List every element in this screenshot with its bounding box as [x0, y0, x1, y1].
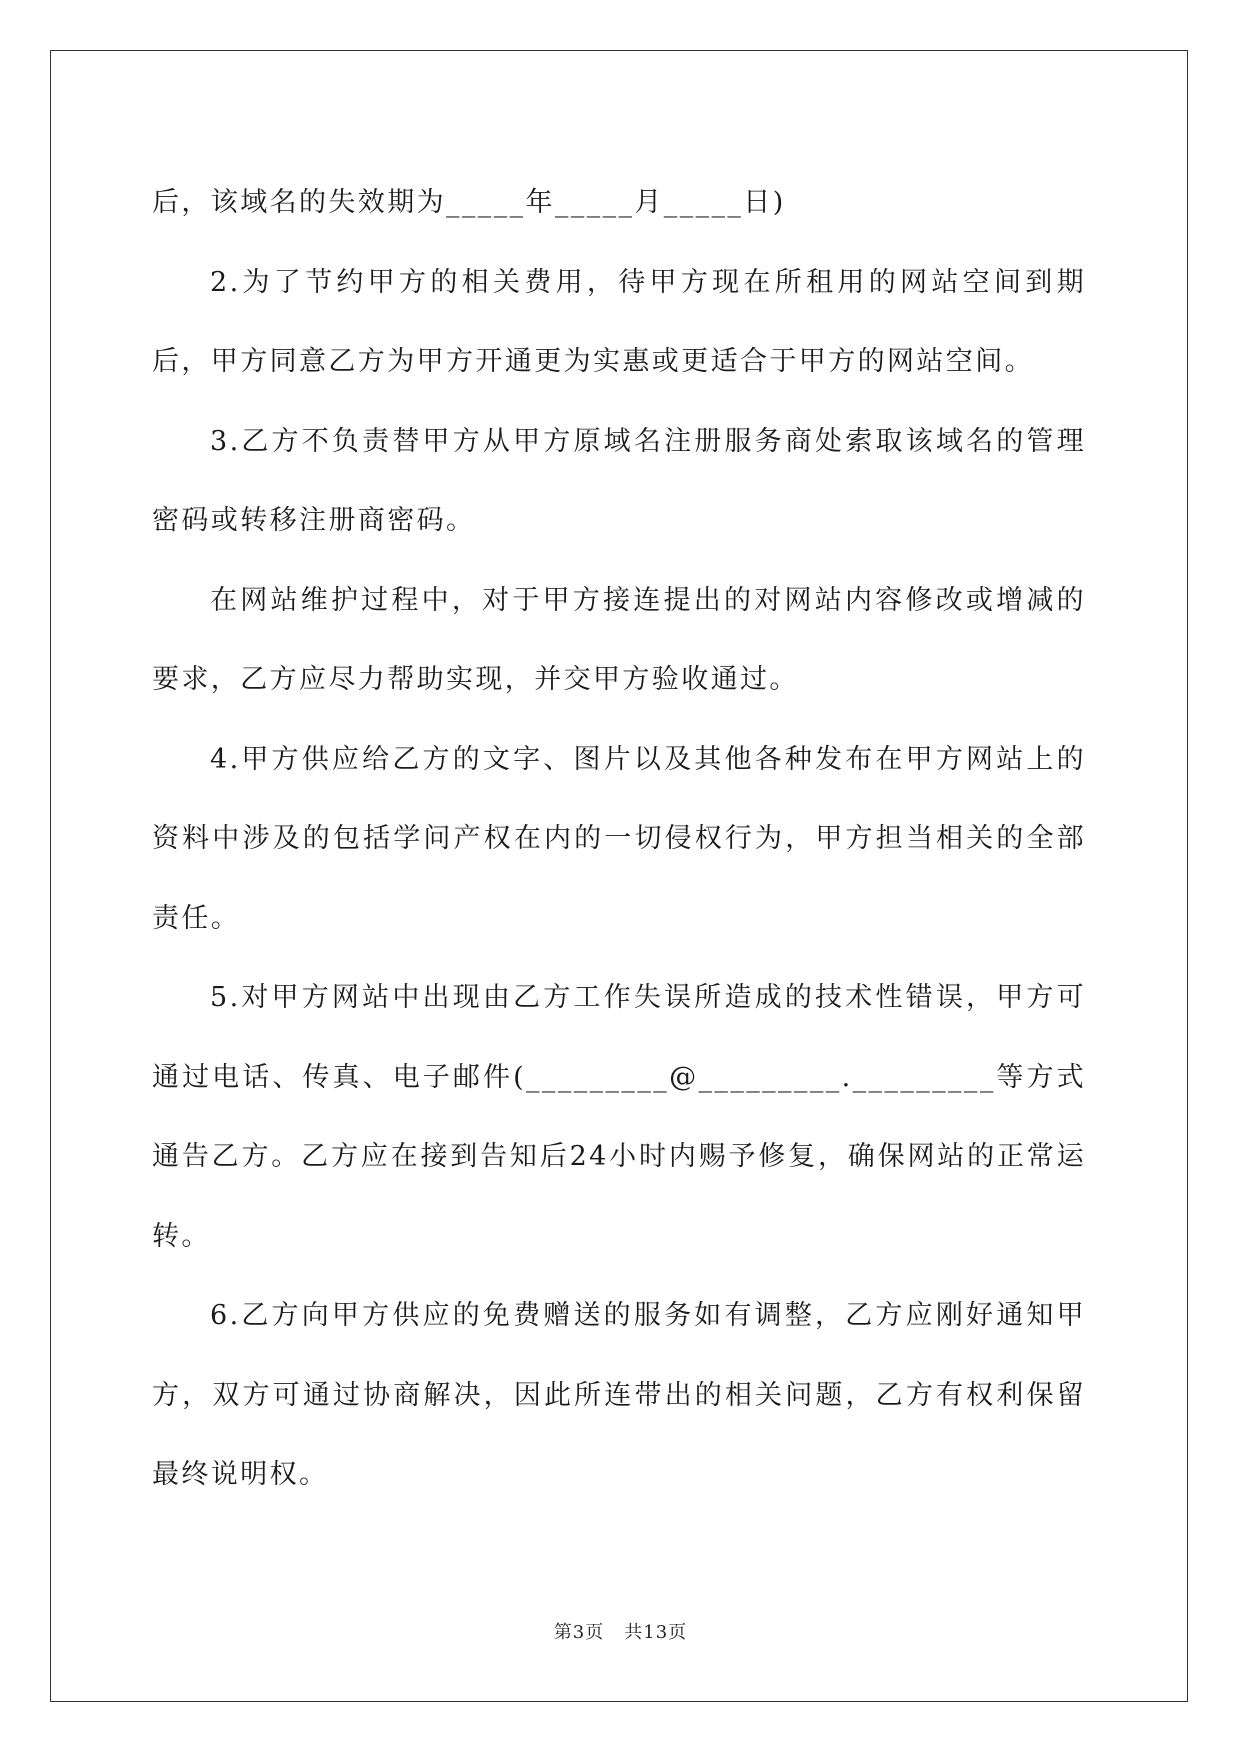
page-total: 共13页: [624, 1622, 688, 1643]
page-number: 第3页: [553, 1622, 605, 1643]
page-footer: [0, 1618, 1241, 1644]
paragraph-clause-4: 4.甲方供应给乙方的文字、图片以及其他各种发布在甲方网站上的资料中涉及的包括学问产权在内的一切侵权行为，甲方担当相关的全部责任。: [152, 743, 1086, 934]
paragraph-maintenance: 在网站维护过程中，对于甲方接连提出的对网站内容修改或增减的要求，乙方应尽力帮助实现，并交甲方验收通过。: [152, 584, 1086, 695]
paragraph-clause-5: 5.对甲方网站中出现由乙方工作失误所造成的技术性错误，甲方可通过电话、传真、电子邮件(_________@_________._________等方式通告乙方。乙方应在接到告知后24小时内赐予修复，确保网站的正常运转。: [152, 982, 1086, 1252]
paragraph-clause-3: 3.乙方不负责替甲方从甲方原域名注册服务商处索取该域名的管理密码或转移注册商密码。: [152, 425, 1086, 536]
paragraph-domain-expiry: 后，该域名的失效期为_____年_____月_____日): [152, 187, 786, 218]
paragraph-clause-6: 6.乙方向甲方供应的免费赠送的服务如有调整，乙方应刚好通知甲方，双方可通过协商解决，因此所连带出的相关问题，乙方有权利保留最终说明权。: [152, 1300, 1086, 1490]
paragraph-clause-2: 2.为了节约甲方的相关费用，待甲方现在所租用的网站空间到期后，甲方同意乙方为甲方开通更为实惠或更适合于甲方的网站空间。: [152, 266, 1086, 377]
document-body: [152, 163, 1086, 1515]
